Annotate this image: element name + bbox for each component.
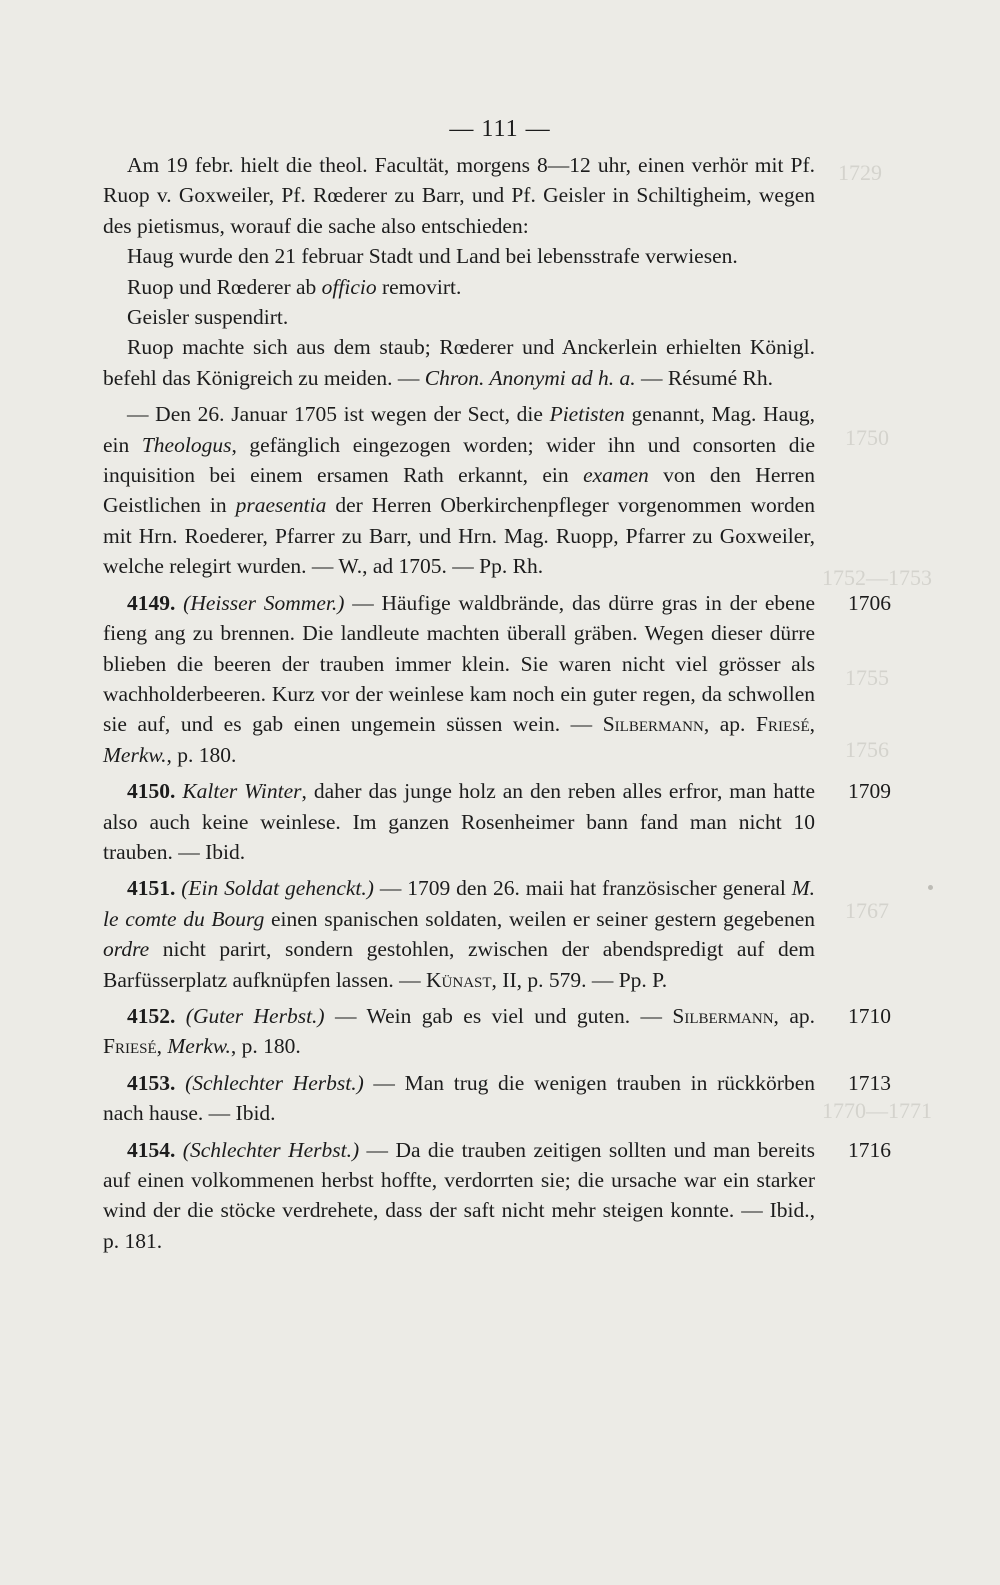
text-line: Haug wurde den 21 februar Stadt und Land bei lebensstrafe verwiesen. [127, 244, 738, 269]
source-work: Merkw. [167, 1034, 231, 1059]
text-line: Geisler suspendirt. [127, 305, 289, 330]
text-span: , [156, 1034, 168, 1059]
entry-number: 4154. [127, 1137, 176, 1162]
text-span: , ap. [773, 1003, 815, 1028]
source-work: Merkw. [103, 742, 167, 767]
bleed-year: 1770—1771 [822, 1098, 932, 1123]
source-author: Friesé [103, 1034, 157, 1059]
entry-number: 4152. [127, 1003, 176, 1028]
entry-text: — Wein gab es viel und guten. — [324, 1003, 673, 1028]
entry-4154 [103, 1135, 891, 1257]
italic-term: ordre [103, 937, 150, 962]
text-span: , II, p. 579. — Pp. P. [491, 967, 668, 992]
italic-term: examen [583, 463, 649, 488]
margin-year: 1713 [848, 1070, 891, 1095]
text-span: genannt, Mag. Haug, ein [103, 402, 815, 457]
entry-text: nicht parirt, sondern gestohlen, zwischen der abendspredigt auf dem Barfüsserplatz aufknüpfen lassen. — [103, 937, 815, 992]
page-speck [928, 885, 933, 890]
text-line [103, 332, 815, 393]
entry-title: (Guter Herbst.) [185, 1003, 325, 1028]
entry-number: 4151. [127, 876, 176, 901]
italic-term: praesentia [235, 493, 327, 518]
entry-title: Kalter Winter [182, 779, 302, 804]
paragraph-verhoer [103, 150, 815, 393]
source-author: Silbermann [672, 1003, 774, 1028]
entry-text: — Häufige waldbrände, das dürre gras in der ebene fieng ang zu brennen. Die landleute machten überall gräben. Wegen dieser dürre blieben die beeren der trauben immer klein. Sie waren nicht viel grösser als wachholderbeeren. Kurz vor der weinlese kam noch ein guter regen, da schwollen sie auf, und es gab einen ungemein süssen wein. — [103, 590, 815, 737]
entry-title: (Heisser Sommer.) [183, 590, 345, 615]
entry-number: 4153. [127, 1070, 176, 1095]
text-span: , p. 180. [230, 1034, 301, 1059]
italic-term: officio [321, 274, 377, 299]
entry-text: — 1709 den 26. maii hat französischer general [373, 876, 792, 901]
bleed-year: 1752—1753 [822, 565, 932, 590]
text-span: Ruop und Rœderer ab [127, 274, 322, 299]
page-number: — 111 — [449, 116, 551, 142]
margin-year: 1716 [848, 1137, 891, 1162]
text-span: removirt. [376, 274, 462, 299]
text-span: Ruop machte sich aus dem staub; Rœderer und Anckerlein erhielten Königl. befehl das Königreich zu meiden. — [103, 335, 815, 390]
entry-4150 [103, 776, 891, 867]
entry-text: — Man trug die wenigen trauben in rückkörben nach hause. — Ibid. [103, 1070, 816, 1126]
source-author: Künast [426, 967, 492, 992]
text-span: , p. 180. [166, 742, 237, 767]
bleed-year: 1767 [845, 898, 889, 923]
text-span: der Herren Oberkirchenpfleger vorgenommen worden mit Hrn. Roederer, Pfarrer zu Barr, und Hrn. Mag. Ruopp, Pfarrer zu Goxweiler, welche relegirt wurden. — W., ad 1705. — Pp. Rh. [103, 493, 815, 579]
text-span: , [809, 712, 815, 737]
entry-title: (Schlechter Herbst.) [182, 1137, 360, 1162]
text-span: von den Herren Geistlichen in [103, 463, 815, 518]
margin-year: 1709 [848, 779, 891, 804]
italic-term: M. le comte du Bourg [103, 876, 815, 931]
text-line [103, 272, 815, 302]
source-author: Silbermann [602, 712, 704, 737]
bleed-year: 1756 [845, 737, 889, 762]
text-span: , gefänglich eingezogen worden; wider ihn und consorten die inquisition bei einem ersamen Rath erkannt, ein [103, 432, 815, 488]
entry-text: , daher das junge holz an den reben alles erfror, man hatte also auch keine weinlese. Im ganzen Rosenheimer bann fand man nicht 10 trauben. — Ibid. [103, 779, 816, 864]
source-author: Friesé [756, 712, 810, 737]
source-citation: Chron. Anonymi ad h. a. [424, 365, 636, 390]
text-span: — Den 26. Januar 1705 ist wegen der Sect, die [127, 402, 550, 427]
margin-year: 1710 [848, 1003, 891, 1028]
entry-number: 4149. [127, 590, 176, 615]
bleed-year: 1729 [838, 160, 882, 185]
margin-year: 1706 [848, 590, 891, 615]
entry-4152 [103, 1001, 891, 1062]
entry-text: einen spanischen soldaten, weilen er seiner gestern gegebenen [264, 906, 815, 931]
italic-term: Pietisten [549, 402, 625, 427]
text-span: , ap. [703, 712, 756, 737]
text-line: Am 19 febr. hielt die theol. Facultät, morgens 8—12 uhr, einen verhör mit Pf. Ruop v. Goxweiler, Pf. Rœderer zu Barr, und Pf. Geisler in Schiltigheim, wegen des pietismus, worauf die sache also entschieden: [103, 153, 815, 238]
entry-number: 4150. [127, 779, 176, 804]
text-span: — Résumé Rh. [635, 365, 773, 390]
entry-text: — Da die trauben zeitigen sollten und man bereits auf einen volkommenen herbst hoffte, verdorrten sie; die ursache war ein starker wind der die stöcke verdrehete, dass der saft nicht mehr steigen konnte. — Ibid., p. 181. [103, 1137, 815, 1253]
paragraph-pietisten [103, 399, 815, 581]
entry-4151 [103, 873, 815, 995]
entry-title: (Schlechter Herbst.) [185, 1070, 364, 1095]
bleed-year: 1755 [845, 665, 889, 690]
entry-title: (Ein Soldat gehenckt.) [181, 876, 374, 901]
italic-term: Theologus [141, 432, 232, 457]
bleed-year: 1750 [845, 425, 889, 450]
